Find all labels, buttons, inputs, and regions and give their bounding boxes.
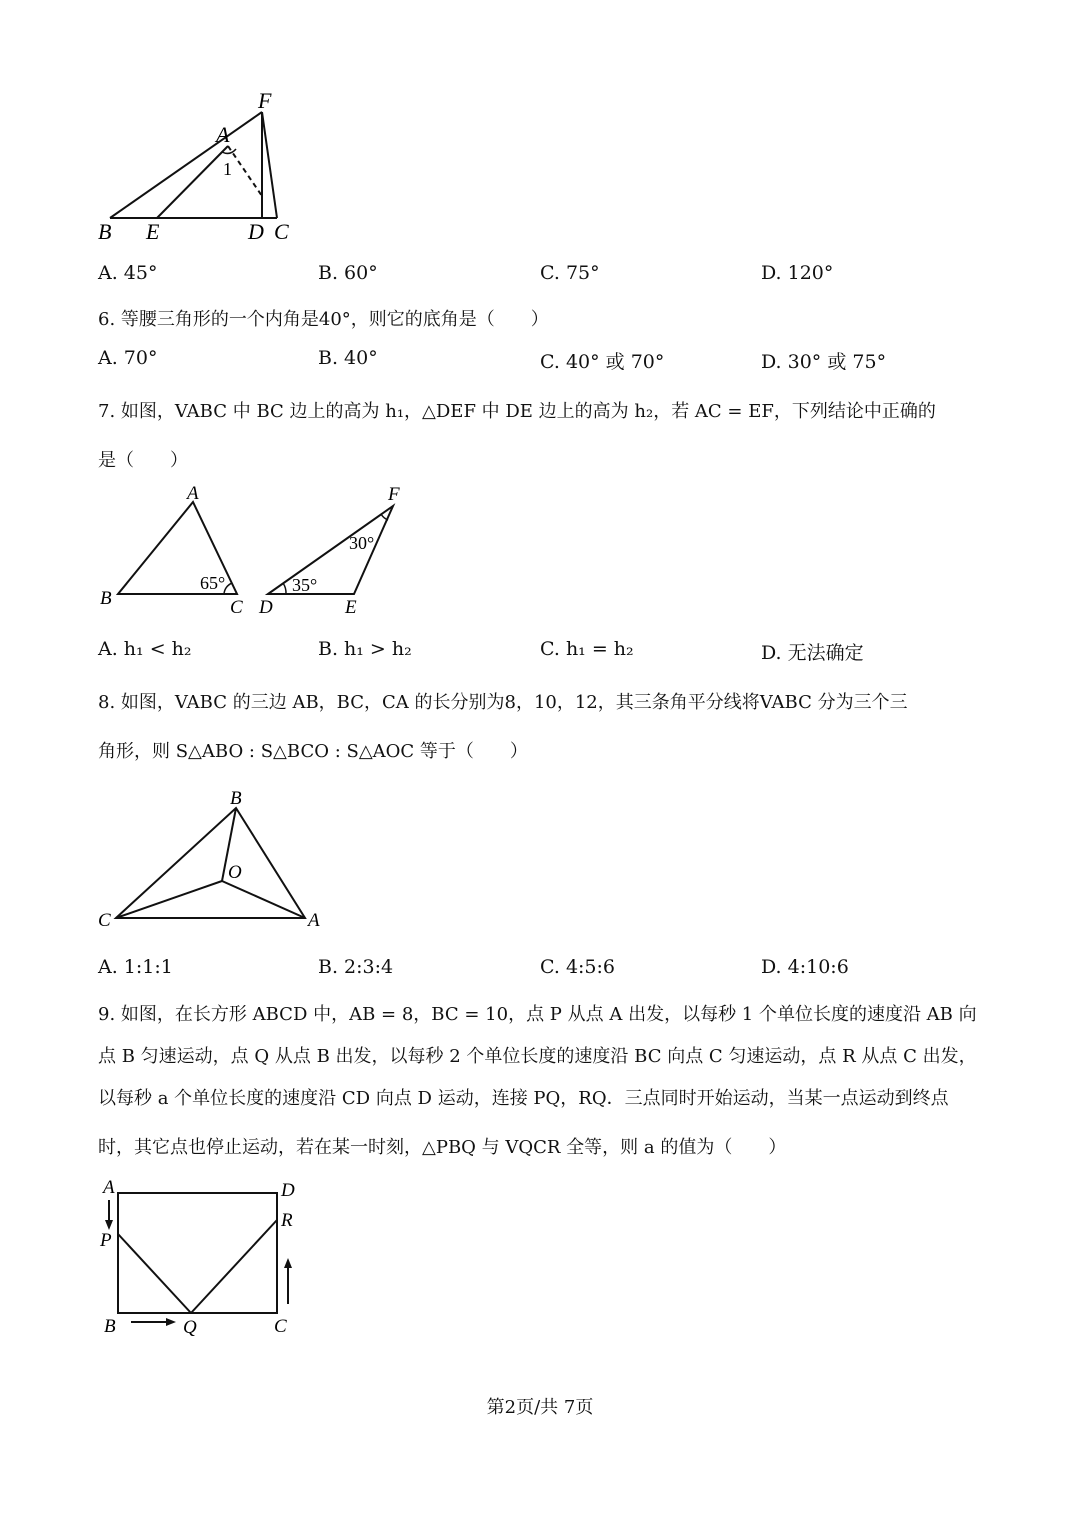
label-B: B — [98, 219, 112, 244]
label-R: R — [281, 1210, 293, 1231]
q6-option-c: C. 40° 或 70° — [540, 351, 665, 373]
dashed-AD — [228, 146, 262, 196]
arrow-down-icon — [105, 1220, 113, 1230]
segment-QR — [191, 1220, 277, 1313]
label-C: C — [98, 910, 111, 931]
q8-option-a: A. 1:1:1 — [98, 956, 173, 978]
q5-option-b: B. 60° — [318, 262, 378, 284]
label-B: B — [104, 1316, 116, 1337]
figure-q5 — [96, 86, 316, 246]
line-EA — [157, 146, 228, 218]
q8-option-d: D. 4:10:6 — [761, 956, 849, 978]
triangle-ABC — [116, 808, 305, 918]
label-Q: Q — [183, 1317, 197, 1338]
label-D: D — [281, 1180, 295, 1201]
q8-line1: 8. 如图，VABC 的三边 AB，BC，CA 的长分别为8，10，12，其三条角平分线将VABC 分为三个三 — [98, 692, 908, 713]
q8-option-b: B. 2:3:4 — [318, 956, 394, 978]
label-D: D — [259, 597, 273, 618]
label-C: C — [274, 219, 289, 244]
figure-q8 — [96, 786, 336, 934]
arrow-right-icon — [166, 1318, 176, 1326]
q6-option-b: B. 40° — [318, 347, 378, 369]
triangle-DEF — [268, 506, 393, 594]
q7-option-a: A. h₁ < h₂ — [98, 638, 192, 660]
label-A: A — [308, 910, 320, 931]
label-C: C — [230, 597, 243, 618]
q5-option-d: D. 120° — [761, 262, 834, 284]
q9-line2: 点 B 匀速运动，点 Q 从点 B 出发，以每秒 2 个单位长度的速度沿 BC 向点 C 匀速运动，点 R 从点 C 出发， — [98, 1046, 977, 1067]
label-D: D — [248, 219, 264, 244]
label-E: E — [146, 219, 160, 244]
bisector-CO — [116, 881, 222, 918]
figure-q9 — [96, 1174, 336, 1344]
q7-line2: 是（ ） — [98, 450, 188, 471]
q5-option-a: A. 45° — [98, 262, 158, 284]
label-B: B — [100, 588, 112, 609]
label-A: A — [103, 1177, 115, 1198]
q7-option-c: C. h₁ = h₂ — [540, 638, 634, 660]
angle-D-arc — [283, 583, 286, 594]
q6-option-a: A. 70° — [98, 347, 158, 369]
line-FC — [262, 112, 277, 218]
q7-option-d: D. 无法确定 — [761, 642, 864, 664]
angle-F-arc — [381, 514, 388, 520]
q8-option-c: C. 4:5:6 — [540, 956, 616, 978]
label-E: E — [345, 597, 357, 618]
label-35deg: 35° — [292, 575, 318, 595]
rectangle-ABCD — [118, 1193, 277, 1313]
q9-line1: 9. 如图，在长方形 ABCD 中，AB = 8，BC = 10，点 P 从点 A 出发，以每秒 1 个单位长度的速度沿 AB 向 — [98, 1004, 977, 1025]
label-C: C — [274, 1316, 287, 1337]
arrow-up-icon — [284, 1258, 292, 1268]
q6-option-d: D. 30° 或 75° — [761, 351, 887, 373]
label-30deg: 30° — [349, 533, 375, 553]
figure-q7 — [96, 480, 416, 620]
q5-option-c: C. 75° — [540, 262, 600, 284]
label-B: B — [230, 788, 242, 809]
label-65deg: 65° — [200, 573, 226, 593]
q9-line4: 时，其它点也停止运动，若在某一时刻，△PBQ 与 VQCR 全等，则 a 的值为（ ） — [98, 1137, 787, 1158]
q6-text: 6. 等腰三角形的一个内角是40°，则它的底角是（ ） — [98, 309, 549, 330]
line-BF — [110, 112, 262, 218]
q8-line2: 角形，则 S△ABO : S△BCO : S△AOC 等于（ ） — [98, 741, 528, 762]
label-angle-1: 1 — [223, 159, 232, 179]
q7-line1: 7. 如图，VABC 中 BC 边上的高为 h₁，△DEF 中 DE 边上的高为 h₂，若 AC = EF，下列结论中正确的 — [98, 401, 936, 422]
q7-option-b: B. h₁ > h₂ — [318, 638, 412, 660]
q9-line3: 以每秒 a 个单位长度的速度沿 CD 向点 D 运动，连接 PQ，RQ．三点同时开始运动，当某一点运动到终点 — [98, 1088, 949, 1109]
segment-PQ — [118, 1234, 191, 1313]
label-F: F — [388, 484, 400, 505]
label-P: P — [100, 1230, 112, 1251]
page-number: 第2页/共 7页 — [486, 1397, 594, 1418]
label-O: O — [228, 862, 242, 883]
label-A: A — [187, 483, 199, 504]
label-A: A — [216, 122, 230, 147]
label-F: F — [258, 88, 272, 113]
